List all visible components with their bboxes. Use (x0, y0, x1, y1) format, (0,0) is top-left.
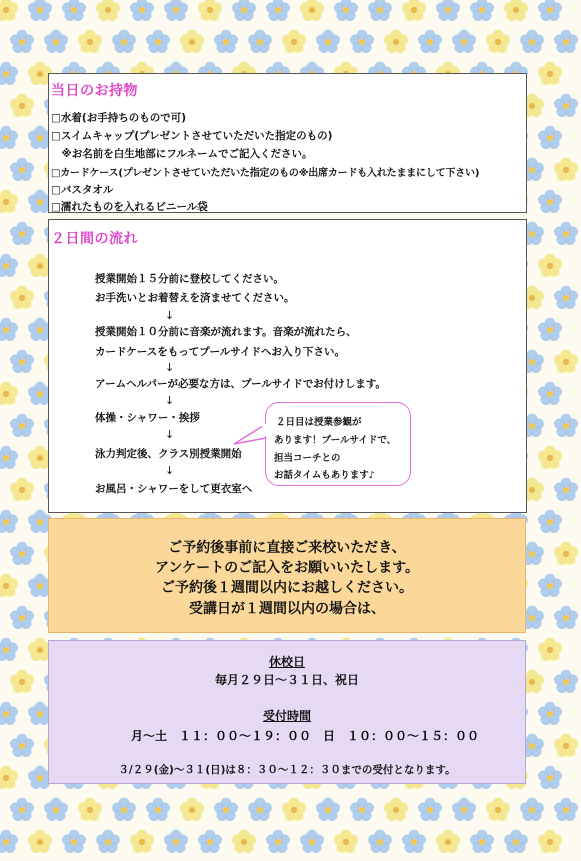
flower-icon (10, 414, 34, 437)
flower-icon (10, 158, 34, 181)
flower-icon (538, 126, 562, 149)
flow-step: 授業開始１０分前に音楽が流れます。音楽が流れたら、 (95, 326, 357, 338)
flow-heading: ２日間の流れ (51, 231, 138, 247)
flower-icon (0, 702, 18, 725)
flower-icon (96, 830, 120, 853)
flower-icon (248, 798, 272, 821)
flower-icon (10, 734, 34, 757)
flower-icon (146, 798, 170, 821)
flower-icon (418, 30, 442, 53)
reception-hours-sunday: 日 １０：００～１５：００ (323, 729, 480, 743)
flower-icon (520, 30, 544, 53)
flower-icon (10, 94, 34, 117)
flower-icon (266, 830, 290, 853)
flower-icon (10, 542, 34, 565)
flower-icon (418, 798, 442, 821)
special-hours-note: ３/２９(金)～３１(日)は８：３０～１２：３０までの受付となります。 (118, 764, 456, 776)
flower-icon (334, 0, 358, 21)
flower-icon (368, 830, 392, 853)
flower-icon (452, 798, 476, 821)
flower-icon (554, 478, 578, 501)
flow-arrow: ↓ (165, 309, 175, 322)
flower-icon (300, 830, 324, 853)
flower-icon (486, 30, 510, 53)
flower-icon (130, 0, 154, 21)
flower-icon (232, 830, 256, 853)
flower-icon (130, 830, 154, 853)
flower-icon (0, 830, 18, 853)
flower-icon (214, 30, 238, 53)
flow-arrow: ↓ (165, 361, 175, 374)
bubble-text: あります！プールサイドで、 (274, 435, 397, 446)
flower-icon (554, 350, 578, 373)
flower-icon (538, 190, 562, 213)
flower-icon (10, 286, 34, 309)
bubble-text: お話タイムもあります♪ (274, 470, 375, 481)
flower-icon (0, 382, 18, 405)
flower-icon (0, 574, 18, 597)
flower-icon (554, 798, 578, 821)
flower-icon (504, 0, 528, 21)
flower-icon (0, 318, 18, 341)
flow-arrow: ↓ (165, 394, 175, 407)
notice-line: ご予約後事前に直接ご来校いただき、 (168, 540, 406, 556)
flower-icon (0, 446, 18, 469)
flower-icon (554, 94, 578, 117)
bubble-text: 担当コーチとの (274, 453, 341, 464)
flower-icon (0, 190, 18, 213)
belongings-item: □カードケース(プレゼントさせていただいた指定のもの※出席カードも入れたままにして下さい) (51, 168, 480, 179)
flower-icon (44, 798, 68, 821)
flower-icon (316, 30, 340, 53)
flower-icon (538, 574, 562, 597)
flower-icon (10, 222, 34, 245)
reception-hours-title: 受付時間 (262, 709, 311, 723)
notice-line: アンケートのご記入をお願いいたします。 (154, 560, 420, 576)
flower-icon (112, 798, 136, 821)
flower-icon (538, 254, 562, 277)
flower-icon (28, 0, 52, 21)
flower-icon (316, 798, 340, 821)
flower-icon (112, 30, 136, 53)
flower-icon (452, 30, 476, 53)
speech-bubble-tail-cover (262, 420, 270, 440)
flower-icon (62, 830, 86, 853)
flower-icon (10, 350, 34, 373)
flower-icon (0, 766, 18, 789)
flow-step: お風呂・シャワーをして更衣室へ (95, 483, 253, 495)
flower-icon (198, 0, 222, 21)
flower-icon (10, 670, 34, 693)
belongings-item: □スイムキャップ(プレゼントさせていただいた指定のもの) (51, 130, 333, 142)
flower-icon (470, 0, 494, 21)
flow-arrow: ↓ (165, 464, 175, 477)
flower-icon (538, 382, 562, 405)
flower-icon (10, 30, 34, 53)
flower-icon (0, 510, 18, 533)
flower-icon (334, 830, 358, 853)
flower-icon (554, 30, 578, 53)
flower-icon (350, 798, 374, 821)
closed-days-title: 休校日 (268, 655, 305, 669)
flower-icon (538, 766, 562, 789)
flower-icon (554, 606, 578, 629)
bubble-text: ２日目は授業参観が (276, 417, 362, 428)
flower-icon (554, 734, 578, 757)
flower-icon (282, 30, 306, 53)
flow-step: アームヘルパーが必要な方は、プールサイドでお付けします。 (95, 378, 386, 390)
flower-icon (554, 542, 578, 565)
flower-icon (164, 830, 188, 853)
flower-icon (486, 798, 510, 821)
flower-icon (198, 830, 222, 853)
flower-icon (10, 606, 34, 629)
flower-icon (0, 126, 18, 149)
flow-step: 体操・シャワー・挨拶 (95, 412, 200, 424)
flower-icon (146, 30, 170, 53)
flow-step: カードケースをもってプールサイドへお入り下さい。 (95, 346, 346, 358)
flower-icon (554, 286, 578, 309)
flower-icon (538, 702, 562, 725)
notice-line: 受講日が１週間以内の場合は、 (189, 601, 385, 617)
flower-icon (232, 0, 256, 21)
flow-step: お手洗いとお着替えを済ませてください。 (95, 292, 295, 304)
flower-icon (402, 830, 426, 853)
flower-icon (266, 0, 290, 21)
flower-icon (0, 638, 18, 661)
reception-hours-weekday: 月～土 １１：００～１９：００ (131, 729, 312, 743)
flow-step: 授業開始１５分前に登校してください。 (95, 273, 284, 285)
flower-icon (78, 798, 102, 821)
flower-icon (10, 478, 34, 501)
belongings-item: ※お名前を白生地部にフルネームでご記入ください。 (51, 148, 313, 160)
flower-icon (436, 830, 460, 853)
belongings-item: □濡れたものを入れるビニール袋 (51, 201, 208, 213)
flower-icon (384, 30, 408, 53)
flower-icon (538, 830, 562, 853)
flower-icon (504, 830, 528, 853)
flower-icon (554, 222, 578, 245)
flower-icon (538, 446, 562, 469)
flower-icon (282, 798, 306, 821)
flower-icon (180, 798, 204, 821)
reservation-notice (48, 518, 526, 633)
notice-line: ご予約後１週間以内にお越しください。 (161, 580, 413, 596)
flower-icon (538, 62, 562, 85)
flower-icon (180, 30, 204, 53)
flower-icon (164, 0, 188, 21)
flower-icon (554, 158, 578, 181)
flower-icon (10, 798, 34, 821)
flower-icon (96, 0, 120, 21)
belongings-heading: 当日のお持物 (51, 83, 138, 99)
flower-icon (554, 670, 578, 693)
belongings-item: □バスタオル (51, 184, 114, 196)
flower-icon (470, 830, 494, 853)
flower-icon (538, 318, 562, 341)
flower-icon (554, 414, 578, 437)
flower-icon (214, 798, 238, 821)
flower-icon (384, 798, 408, 821)
flower-icon (0, 254, 18, 277)
belongings-item: □水着(お手持ちのもので可) (51, 112, 187, 124)
flower-icon (0, 62, 18, 85)
flower-icon (538, 510, 562, 533)
closed-days-value: 毎月２９日～３１日、祝日 (214, 673, 359, 687)
flower-icon (436, 0, 460, 21)
flower-icon (44, 30, 68, 53)
flower-icon (538, 638, 562, 661)
flower-icon (248, 30, 272, 53)
flower-icon (538, 0, 562, 21)
flower-icon (520, 798, 544, 821)
info-panel (48, 640, 526, 784)
flower-icon (402, 0, 426, 21)
flower-icon (0, 0, 18, 21)
flower-icon (28, 830, 52, 853)
flower-icon (62, 0, 86, 21)
flow-step: 泳力判定後、クラス別授業開始 (95, 448, 242, 460)
flower-icon (368, 0, 392, 21)
flow-arrow: ↓ (165, 428, 175, 441)
flower-icon (78, 30, 102, 53)
flower-icon (300, 0, 324, 21)
flower-icon (350, 30, 374, 53)
